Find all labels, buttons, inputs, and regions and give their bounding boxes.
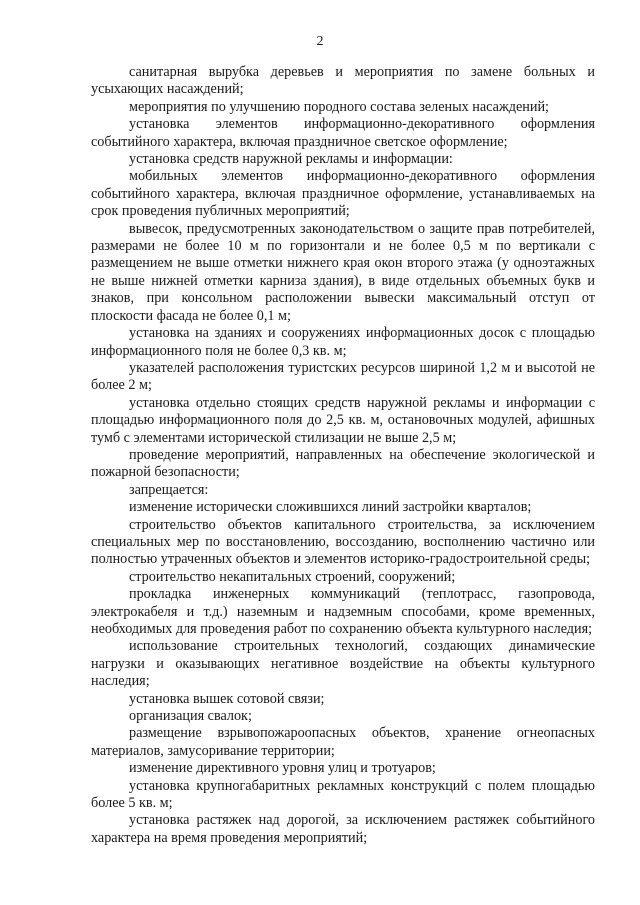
paragraph: проведение мероприятий, направленных на обеспечение экологической и пожарной безопасности; bbox=[91, 446, 595, 481]
paragraph: вывесок, предусмотренных законодательством о защите прав потребителей, размерами не более 10 м по горизонтали и не более 0,5 м по вертикали с размещением не выше отметки нижнего края окон второго этажа (у одноэтажных не выше нижней отметки карниза здания), в виде отдельных объемных букв и знаков, при консольном расположении вывески максимальный отступ от плоскости фасада не более 0,1 м; bbox=[91, 220, 595, 324]
paragraph: установка элементов информационно-декоративного оформления событийного характера, включая праздничное светское оформление; bbox=[91, 116, 595, 150]
paragraph: установка крупногабаритных рекламных конструкций с полем площадью более 5 кв. м; bbox=[91, 777, 595, 812]
page-number: 2 bbox=[316, 34, 324, 49]
paragraph: строительство некапитальных строений, сооружений; bbox=[129, 568, 456, 585]
paragraph: установка вышек сотовой связи; bbox=[129, 690, 325, 707]
paragraph: мероприятия по улучшению породного состава зеленых насаждений; bbox=[129, 98, 549, 115]
paragraph: установка средств наружной рекламы и информации: bbox=[129, 151, 453, 168]
paragraph: установка отдельно стоящих средств наружной рекламы и информации с площадью информационного поля до 2,5 кв. м, остановочных модулей, афишных тумб с элементами исторической стилизации не выше 2,5 м; bbox=[91, 394, 595, 446]
paragraph: использование строительных технологий, создающих динамические нагрузки и оказывающих негативное воздействие на объекты культурного наследия; bbox=[91, 638, 595, 690]
paragraph: установка на зданиях и сооружениях информационных досок с площадью информационного поля не более 0,3 кв. м; bbox=[91, 325, 595, 359]
paragraph: организация свалок; bbox=[129, 708, 252, 725]
document-body bbox=[91, 64, 595, 847]
paragraph: санитарная вырубка деревьев и мероприятия по замене больных и усыхающих насаждений; bbox=[91, 64, 595, 98]
paragraph: изменение директивного уровня улиц и тротуаров; bbox=[129, 760, 436, 777]
paragraph: строительство объектов капитального строительства, за исключением специальных мер по восстановлению, воссозданию, восполнению частично или полностью утраченных объектов и элементов историко-градостроительной среды; bbox=[91, 516, 595, 568]
paragraph: мобильных элементов информационно-декоративного оформления событийного характера, включая праздничное оформление, устанавливаемых на срок проведения публичных мероприятий; bbox=[91, 168, 595, 220]
paragraph: прокладка инженерных коммуникаций (теплотрасс, газопровода, электрокабеля и т.д.) наземным и надземным способами, кроме временных, необходимых для проведения работ по сохранению объекта культурного наследия; bbox=[91, 586, 595, 637]
paragraph: установка растяжек над дорогой, за исключением растяжек событийного характера на время проведения мероприятий; bbox=[91, 812, 595, 846]
paragraph: указателей расположения туристских ресурсов шириной 1,2 м и высотой не более 2 м; bbox=[91, 359, 595, 394]
paragraph: изменение исторически сложившихся линий застройки кварталов; bbox=[129, 499, 532, 516]
paragraph: запрещается: bbox=[129, 481, 209, 498]
paragraph: размещение взрывопожароопасных объектов, хранение огнеопасных материалов, замусоривание территории; bbox=[91, 725, 595, 759]
